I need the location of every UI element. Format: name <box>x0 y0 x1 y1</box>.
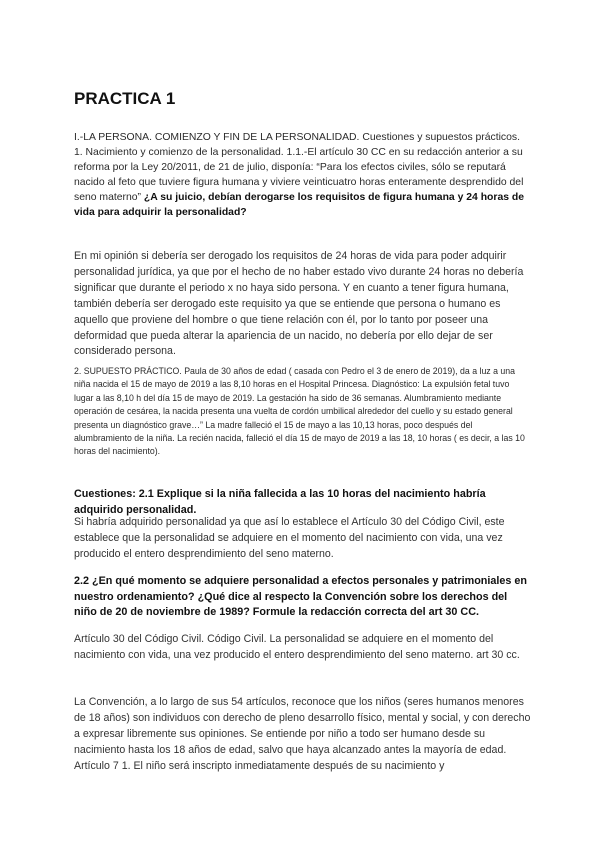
intro-question: ¿A su juicio, debían derogarse los requisitos de figura humana y 24 horas de vida para adquirir la personalidad? <box>74 192 525 219</box>
page-title: PRACTICA 1 <box>74 89 176 108</box>
intro-paragraph <box>74 130 530 221</box>
answer-2-2-convention: La Convención, a lo largo de sus 54 artículos, reconoce que los niños (seres humanos menores de 18 años) son individuos con derecho de pleno desarrollo físico, mental y social, y con derecho a expresar libremente sus opiniones. Se entiende por niño a todo ser humano desde su nacimiento hasta los 18 años de edad, salvo que haya alcanzado antes la mayoría de edad. Artículo 7 1. El niño será inscripto inmediatamente después de su nacimiento y <box>74 696 531 772</box>
answer-2-1: Si habría adquirido personalidad ya que así lo establece el Artículo 30 del Código Civil, este establece que la personalidad se adquiere en el momento del nacimiento con vida, una vez producido el entero desprendimiento del seno materno. <box>74 516 505 560</box>
question-2-1: Cuestiones: 2.1 Explique si la niña fallecida a las 10 horas del nacimiento habría adquirido personalidad. <box>74 488 486 516</box>
answer-1-paragraph: En mi opinión si debería ser derogado los requisitos de 24 horas de vida para poder adquirir personalidad jurídica, ya que por el hecho de no haber estado vivo durante 24 horas no debería significar que durante el periodo x no haya sido persona. Y en cuanto a tener figura humana, también debería ser derogado este requisito ya que se entiende que persona o humano es aquello que proviene del hombre o que tiene relación con él, por lo tanto por poseer una deformidad que pueda alterar la apariencia de un nacido, no debería por ello dejar de ser considerado persona. <box>74 250 524 358</box>
question-2-2: 2.2 ¿En qué momento se adquiere personalidad a efectos personales y patrimoniales en nuestro ordenamiento? ¿Qué dice al respecto la Convención sobre los derechos del niño de 20 de noviembre de 1989? Formule la redacción correcta del art 30 CC. <box>74 575 528 618</box>
answer-2-2-article: Artículo 30 del Código Civil. Código Civil. La personalidad se adquiere en el momento del nacimiento con vida, una vez producido el entero desprendimiento del seno materno. art 30 cc. <box>74 633 520 661</box>
case-paragraph: 2. SUPUESTO PRÁCTICO. Paula de 30 años de edad ( casada con Pedro el 3 de enero de 2019), da a luz a una niña nacida el 15 de mayo de 2019 a las 8,10 horas en el Hospital Princesa. Diagnóstico: La expulsión fetal tuvo lugar a las 8,10 h del día 15 de mayo de 2019. La gestación ha sido de 36 semanas. Alumbramiento mediante operación de cesárea, la nacida presenta una vuelta de cordón umbilical alrededor del cuello y su estado general presenta un diagnóstico grave…” La madre falleció el 15 de mayo a las 10,13 horas, poco después del alumbramiento de la niña. La recién nacida, falleció el día 15 de mayo de 2019 a las 18, 10 horas ( es decir, a las 10 horas del nacimiento). <box>74 366 525 457</box>
intro-text: I.-LA PERSONA. COMIENZO Y FIN DE LA PERSONALIDAD. Cuestiones y supuestos prácticos. 1. Nacimiento y comienzo de la personalidad. 1.1.-El artículo 30 CC en su redacción anterior a su reforma por la Ley 20/2011, de 21 de julio, disponía: “Para los efectos civiles, sólo se reputará nacido al feto que tuviere figura humana y viviere veinticuatro horas enteramente desprendido del seno materno” <box>74 132 524 204</box>
